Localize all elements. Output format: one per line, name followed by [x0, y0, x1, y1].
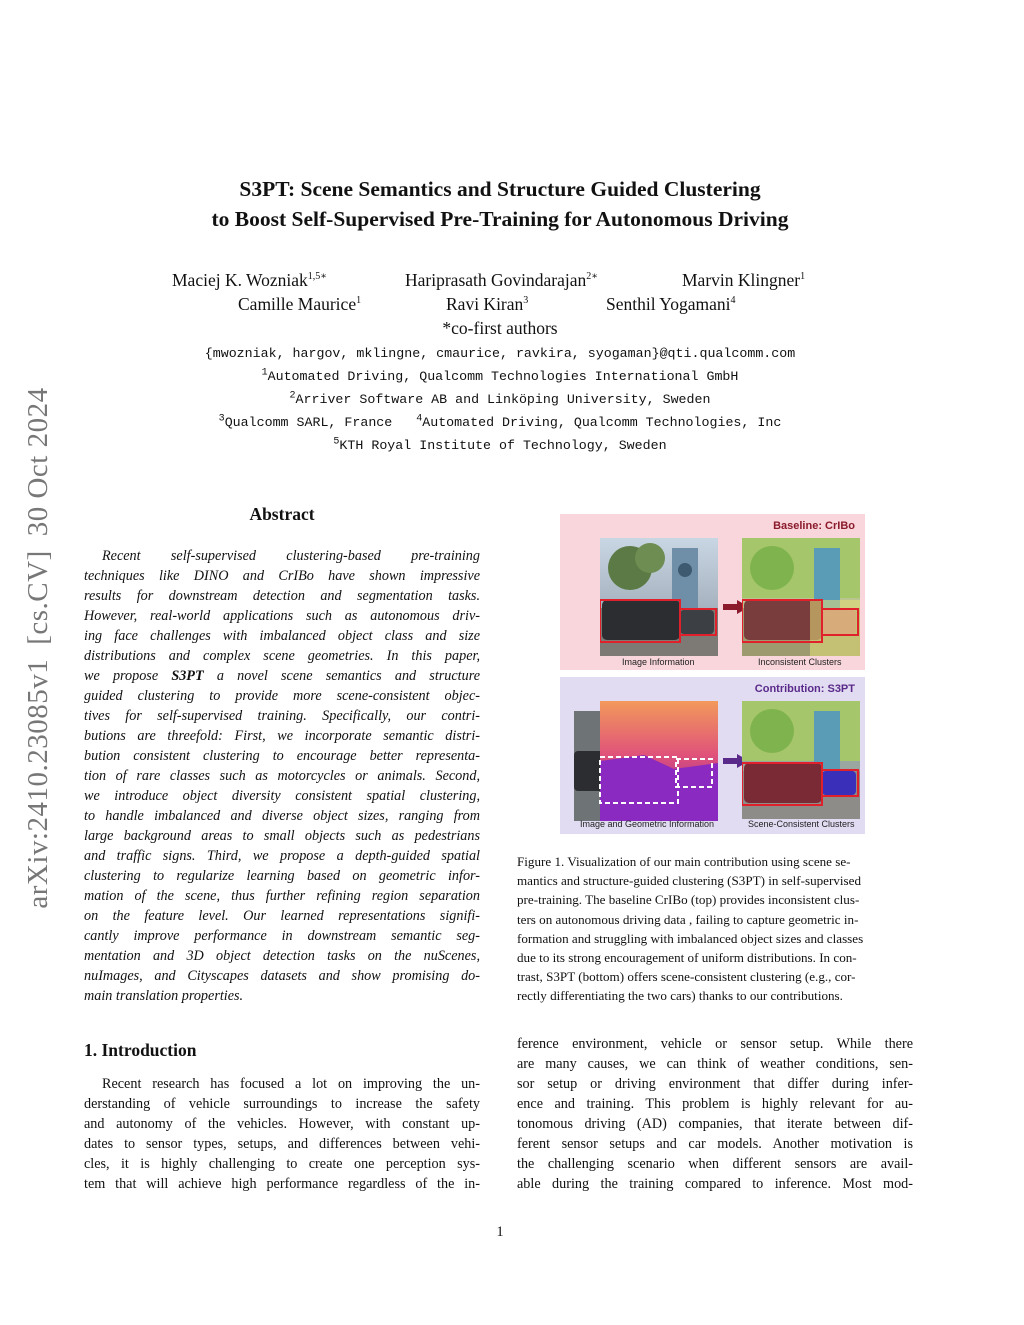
co-first-note: *co-first authors: [442, 318, 558, 338]
abstract-line: butions are threefold: First, we incorporate semantic distri-: [84, 728, 480, 744]
author-3: Marvin Klingner$^1$: [682, 270, 806, 290]
abstract-line: distributions and complex scene geometries. In this paper,: [84, 648, 480, 664]
affiliation-1: $^1$Automated Driving, Qualcomm Technologies International GmbH: [261, 367, 739, 384]
baseline-panel: [560, 514, 865, 670]
author-1: Maciej K. Wozniak$^{1,5∗}$: [172, 270, 328, 290]
depth-image: [574, 691, 720, 821]
intro-line: dates to sensor types, setups, and differences between vehi-: [84, 1136, 480, 1152]
abstract-line: tion of rare classes such as motorcycles or animals. Second,: [84, 768, 480, 784]
page-number: 1: [496, 1224, 504, 1240]
title-line-2: to Boost Self-Supervised Pre-Training for Autonomous Driving: [211, 207, 789, 231]
intro-heading: 1. Introduction: [84, 1040, 197, 1060]
intro-line: ferent sensor setups and car models. Another motivation is: [517, 1136, 913, 1152]
abstract-line: to handle imbalanced and diverse object sizes, ranging from: [84, 808, 480, 824]
caption-line: formation and struggling with imbalanced object sizes and classes: [517, 930, 864, 946]
caption-line: Figure 1. Visualization of our main contribution using scene se-: [517, 854, 851, 869]
street-image: [600, 538, 718, 656]
contribution-panel: [560, 677, 865, 834]
inconsistent-clusters-image: [742, 538, 860, 656]
contribution-tag: Contribution: S3PT: [754, 683, 855, 695]
author-4: Camille Maurice$^1$: [238, 294, 362, 314]
abstract-line: results for downstream detection and segmentation tasks.: [84, 588, 480, 604]
abstract-line: main translation properties.: [84, 988, 244, 1004]
intro-line: ference environment, vehicle or sensor setup. While there: [517, 1036, 913, 1052]
abstract-line-method: we propose S3PT a novel scene semantics and structure: [84, 668, 481, 684]
abstract-line: Recent self-supervised clustering-based pre-training: [102, 548, 480, 564]
abstract-line: nuImages, and Cityscapes datasets and show promising do-: [84, 968, 480, 984]
caption-line: pre-training. The baseline CrIBo (top) provides inconsistent clus-: [517, 892, 860, 908]
intro-line: sor setup or driving environment that differ during infer-: [517, 1076, 913, 1092]
abstract-line: mation of the scene, thus further refining region separation: [84, 888, 480, 904]
abstract-line: bution consistent clustering to encourage better representa-: [84, 748, 480, 764]
caption-line: rectly differentiating the two cars) thanks to our contributions.: [517, 988, 843, 1004]
title-line-1: S3PT: Scene Semantics and Structure Guided Clustering: [239, 177, 761, 201]
abstract-line: However, real-world applications such as autonomous driv-: [84, 608, 480, 624]
abstract-line: large background areas to small objects such as pedestrians: [84, 828, 480, 844]
arxiv-date: 30 Oct 2024: [22, 387, 54, 537]
caption-line: ters on autonomous driving data , failing to capture geometric in-: [517, 911, 859, 927]
caption-line: due to its strong encouragement of uniform distributions. In con-: [517, 949, 857, 965]
author-emails: {mwozniak, hargov, mklingne, cmaurice, ravkira, syogaman}@qti.qualcomm.com: [204, 346, 796, 361]
abstract-line: tives for self-supervised training. Specifically, our contri-: [84, 708, 480, 724]
affiliation-2: $^2$Arriver Software AB and Linköping University, Sweden: [289, 390, 711, 407]
intro-line: are many causes, we can think of weather conditions, sen-: [517, 1056, 913, 1072]
arxiv-category: [cs.CV]: [22, 550, 54, 645]
caption-line: mantics and structure-guided clustering (S3PT) in self-supervised: [517, 873, 861, 889]
intro-line: Recent research has focused a lot on improving the un-: [102, 1076, 480, 1092]
scene-consistent-clusters-image: [742, 701, 860, 819]
intro-line: tem that will achieve high performance regardless of the in-: [84, 1176, 480, 1192]
abstract-line: clustering to regularize learning based on geometric infor-: [84, 868, 480, 884]
intro-body-left: [84, 1074, 480, 1194]
figure-1-caption: [517, 852, 913, 1006]
contribution-caption-left: Image and Geometric Information: [580, 819, 715, 829]
abstract-line: guided clustering to provide more scene-consistent objec-: [84, 688, 480, 704]
intro-line: the challenging scenario when different sensors are avail-: [517, 1156, 913, 1172]
intro-line: ence and training. This problem is highly relevant for au-: [517, 1096, 913, 1112]
intro-line: tonomous driving (AD) companies, that iterate between dif-: [517, 1116, 913, 1132]
baseline-tag: Baseline: CrIBo: [773, 520, 855, 532]
abstract-line: on the feature level. Our learned representations signifi-: [84, 908, 480, 924]
intro-line: and autonomy of the vehicles. However, with constant up-: [84, 1116, 480, 1132]
intro-line: cles, it is highly challenging to create one perception sys-: [84, 1156, 480, 1172]
abstract-line: cantly improve performance in downstream semantic seg-: [84, 928, 480, 944]
abstract-heading: Abstract: [249, 504, 315, 524]
abstract-line: techniques like DINO and CrIBo have shown impressive: [84, 568, 480, 584]
intro-line: derstanding of vehicle surroundings to increase the safety: [84, 1096, 480, 1112]
abstract-line: ing face challenges with imbalanced object class and size: [84, 628, 480, 644]
arxiv-id: arXiv:2410.23085v1: [22, 658, 54, 909]
caption-line: trast, S3PT (bottom) offers scene-consistent clustering (e.g., cor-: [517, 969, 856, 985]
abstract-line: mentation and 3D object detection tasks on the nuScenes,: [84, 948, 480, 964]
affiliation-5: $^5$KTH Royal Institute of Technology, Sweden: [333, 436, 667, 453]
abstract-line: and traffic signs. Third, we propose a depth-guided spatial: [84, 848, 480, 864]
contribution-caption-right: Scene-Consistent Clusters: [748, 819, 855, 829]
author-6: Senthil Yogamani$^4$: [606, 294, 736, 314]
intro-body-right: [517, 1034, 913, 1194]
author-2: Hariprasath Govindarajan$^{2∗}$: [405, 270, 599, 290]
author-5: Ravi Kiran$^3$: [446, 294, 529, 314]
intro-line: able during the training compared to inference. Most mod-: [517, 1176, 913, 1192]
baseline-caption-right: Inconsistent Clusters: [758, 657, 842, 667]
paper-title: [0, 174, 1000, 234]
abstract-line: we introduce object diversity consistent spatial clustering,: [84, 788, 480, 804]
affiliation-3-4: $^3$Qualcomm SARL, France $^4$Automated Driving, Qualcomm Technologies, Inc: [218, 413, 782, 430]
baseline-caption-left: Image Information: [622, 657, 695, 667]
abstract-body: [84, 546, 480, 1006]
